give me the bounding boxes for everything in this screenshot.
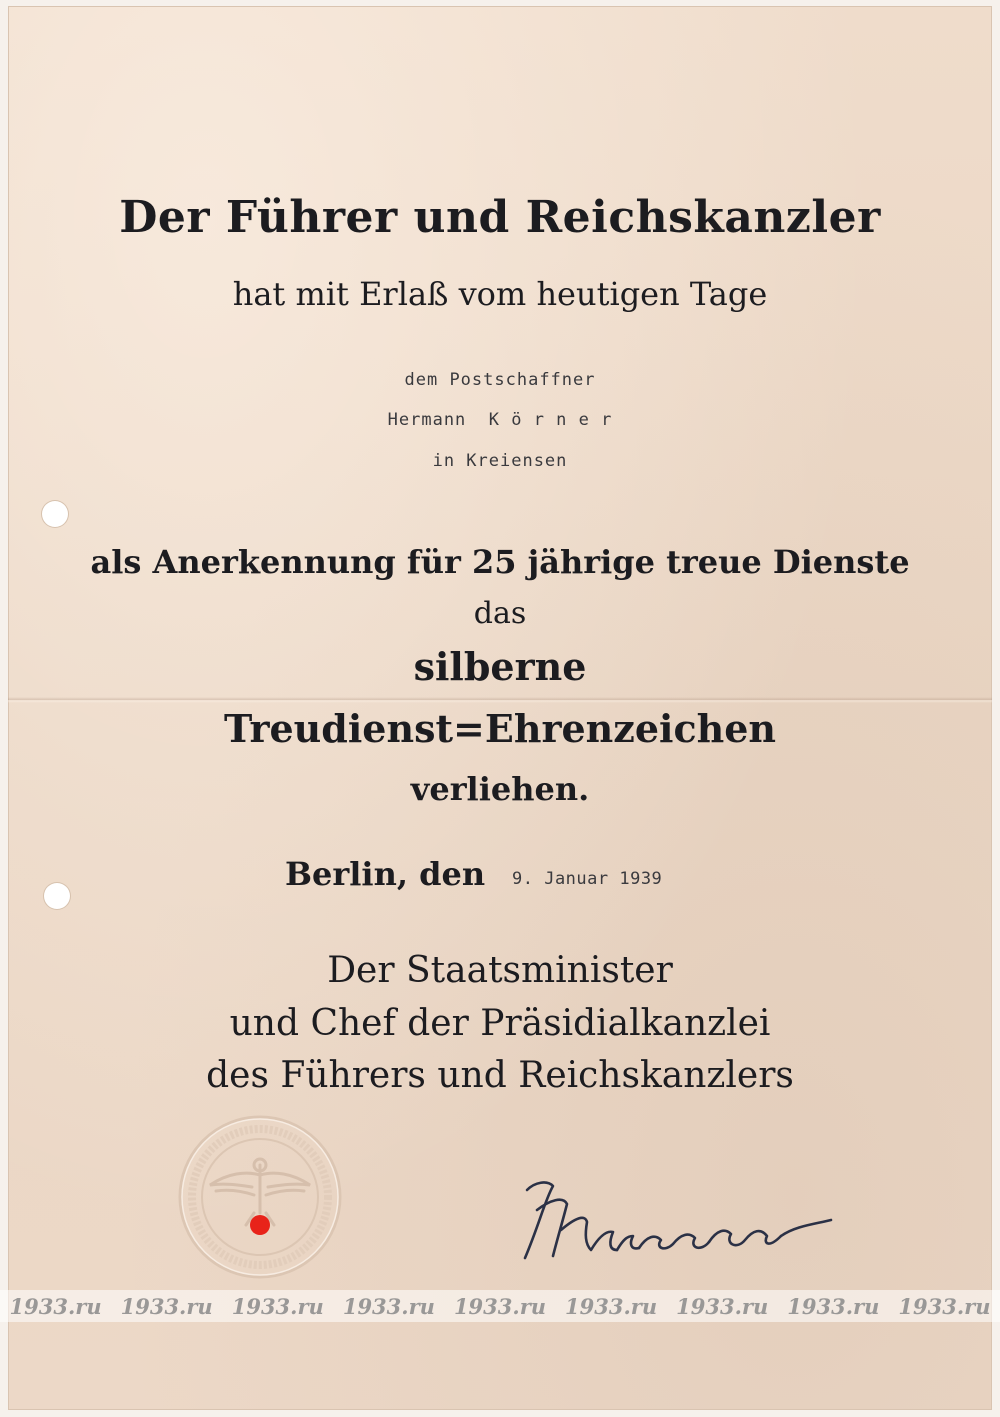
recipient-place: in Kreiensen: [432, 451, 568, 471]
award-article: das: [473, 596, 527, 631]
watermark-text: 1933.ru: [676, 1293, 769, 1319]
signature: [505, 1170, 840, 1270]
watermark-strip: [0, 1290, 1000, 1322]
issuer-line-2: und Chef der Präsidialkanzlei: [229, 1003, 771, 1044]
issue-date: 9. Januar 1939: [512, 869, 663, 889]
place-label: Berlin, den: [285, 855, 486, 893]
recipient-name: Hermann K ö r n e r: [387, 410, 613, 430]
watermark-text: 1933.ru: [453, 1293, 547, 1319]
watermark-text: 1933.ru: [565, 1293, 658, 1319]
certificate-subtitle: hat mit Erlaß vom heutigen Tage: [232, 275, 768, 313]
red-seal-dot: [250, 1215, 270, 1235]
embossed-seal: [176, 1113, 344, 1281]
award-name: Treudienst=Ehrenzeichen: [223, 706, 777, 751]
punch-hole: [42, 501, 68, 527]
certificate-title: Der Führer und Reichskanzler: [119, 192, 881, 243]
watermark-text: 1933.ru: [120, 1293, 213, 1319]
punch-hole: [44, 883, 70, 909]
watermark-text: 1933.ru: [231, 1293, 324, 1319]
award-adjective: silberne: [413, 644, 587, 689]
watermark-text: 1933.ru: [787, 1293, 880, 1319]
award-verb: verliehen.: [410, 770, 590, 808]
issuer-line-1: Der Staatsminister: [327, 950, 673, 991]
watermark-text: 1933.ru: [342, 1293, 435, 1319]
issuer-line-3: des Führers und Reichskanzlers: [206, 1055, 794, 1096]
watermark-text: 1933.ru: [9, 1293, 102, 1319]
recipient-rank: dem Postschaffner: [404, 370, 596, 390]
watermark-text: 1933.ru: [898, 1293, 991, 1319]
paper-fold: [8, 697, 992, 703]
award-reason: als Anerkennung für 25 jährige treue Dienste: [90, 543, 910, 581]
